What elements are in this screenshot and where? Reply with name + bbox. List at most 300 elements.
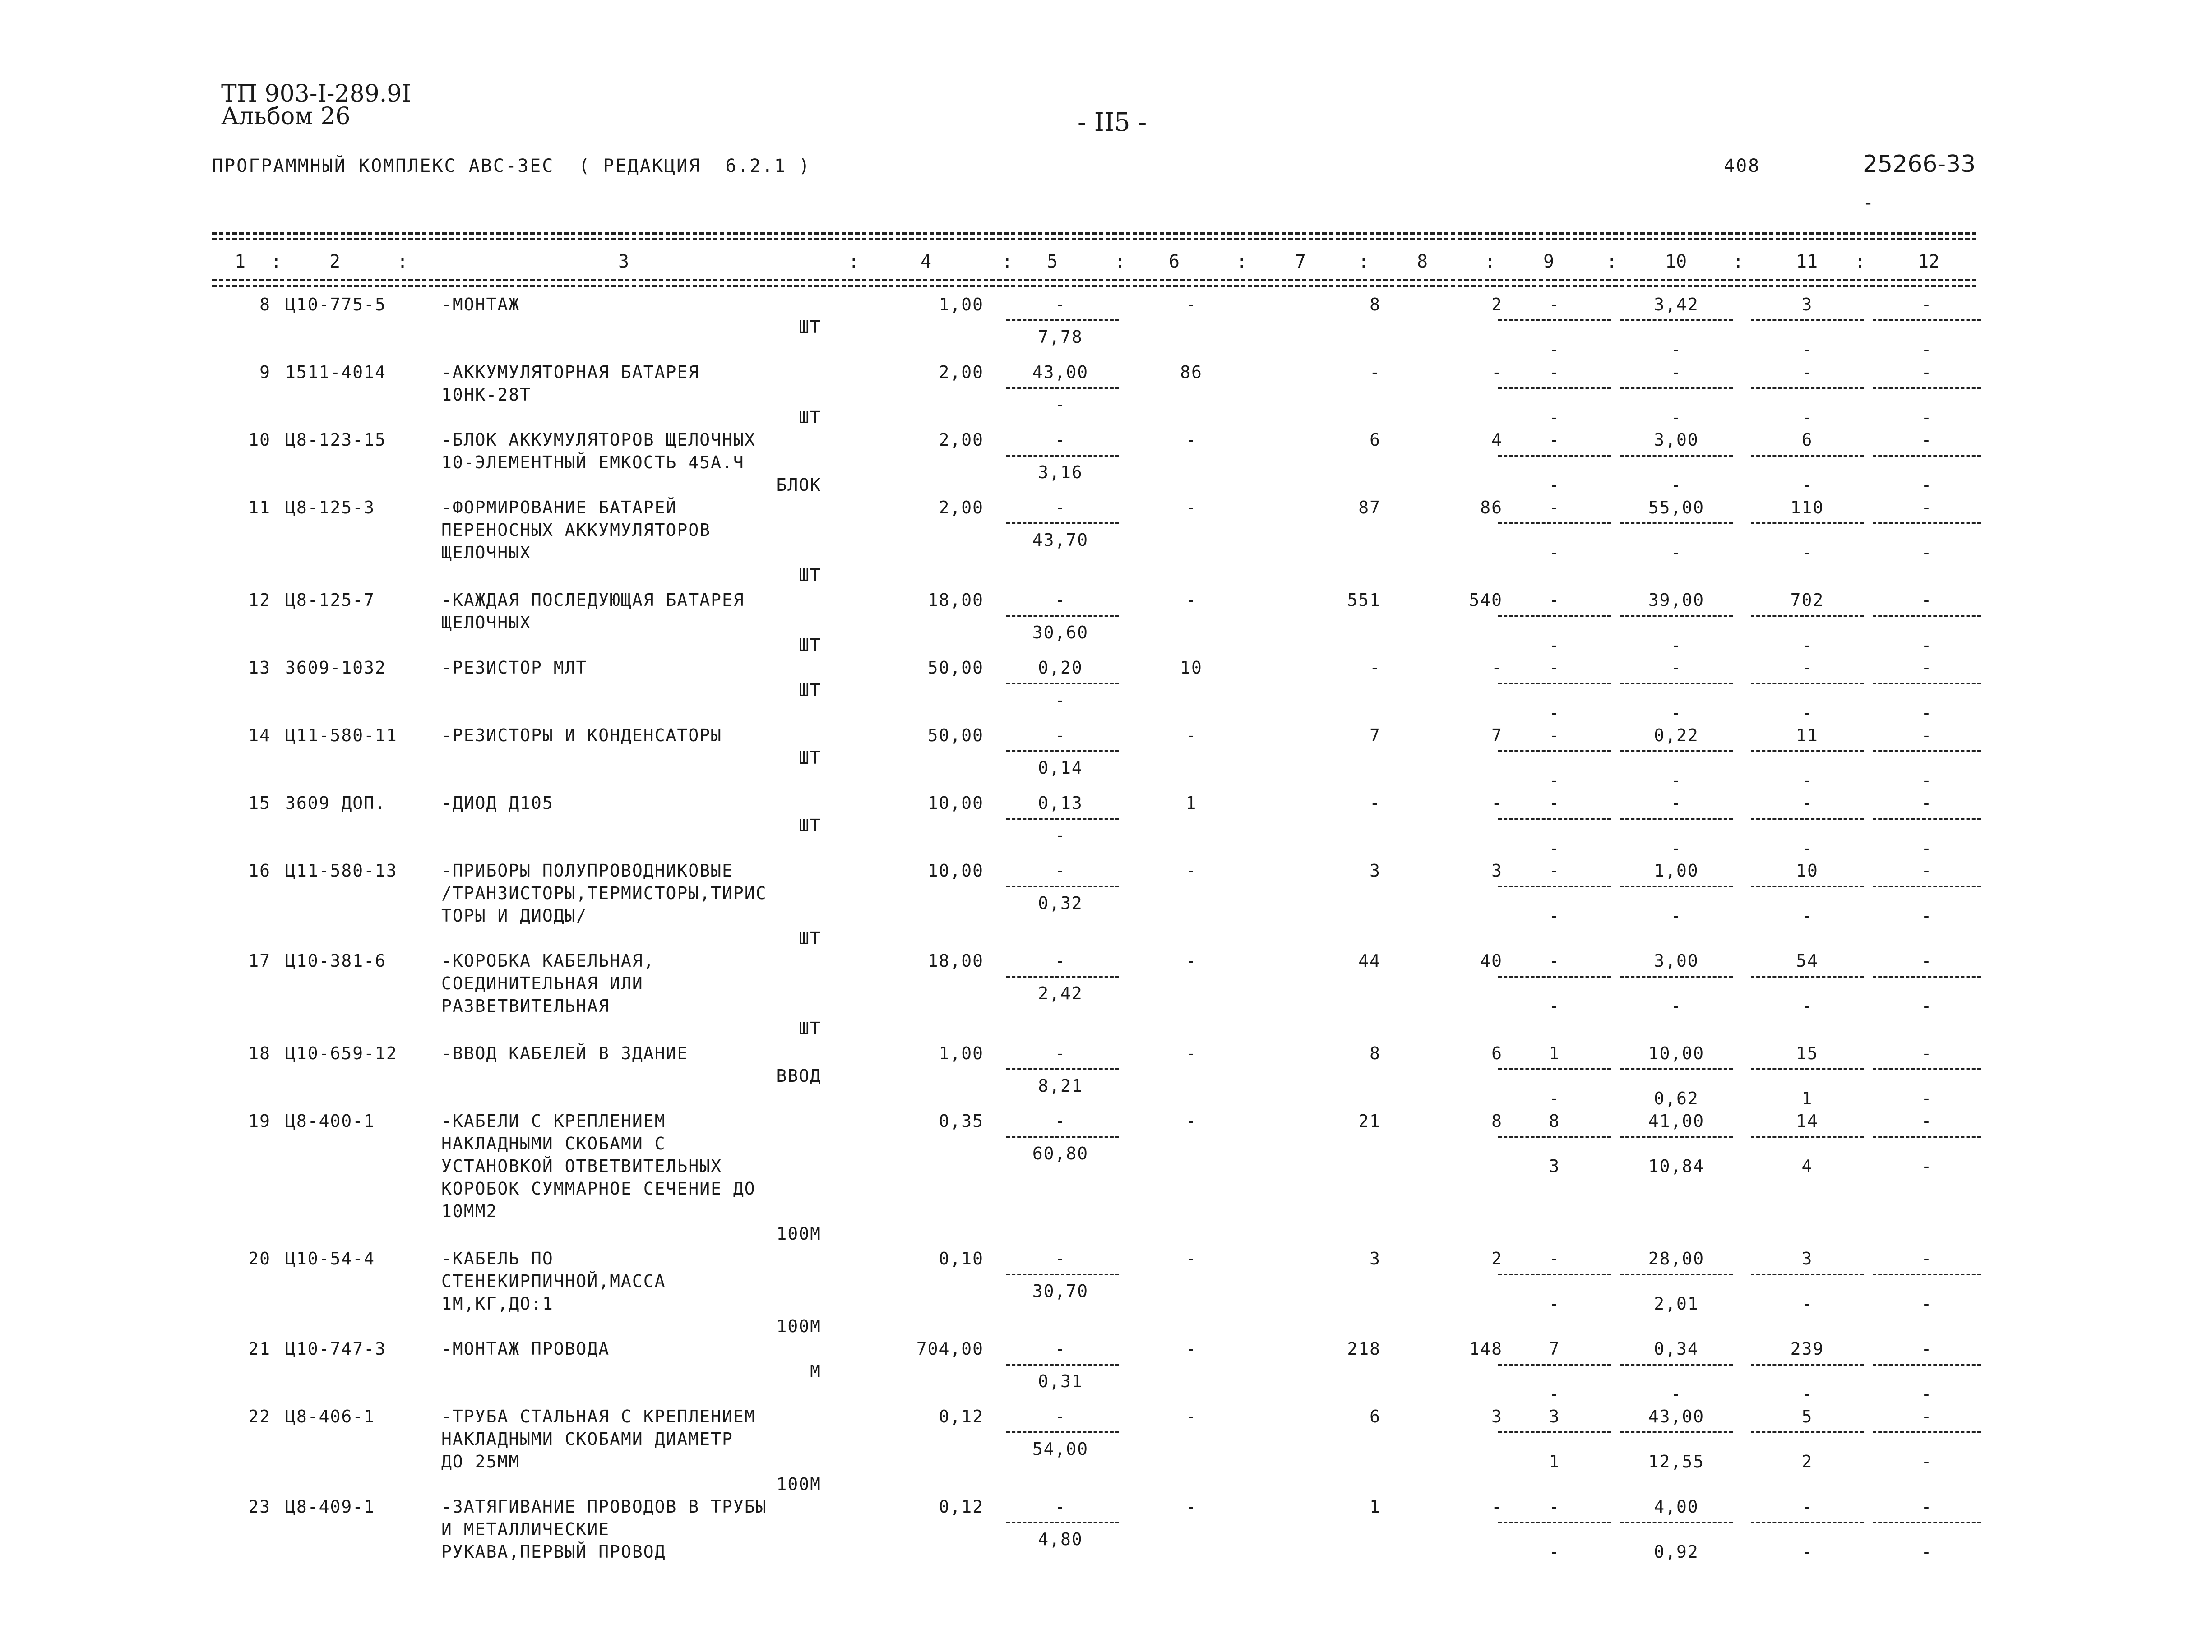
item-unit: 100М — [776, 1316, 821, 1336]
c11-bottom: - — [1801, 703, 1813, 723]
c10-bottom: - — [1671, 838, 1682, 858]
c9-bottom: - — [1549, 407, 1560, 427]
c11-divider — [1751, 319, 1864, 321]
column-number-3: 3 — [618, 251, 629, 272]
col5-bottom: - — [1055, 395, 1066, 415]
c11-bottom: - — [1801, 543, 1813, 563]
item-code: Ц8-406-1 — [285, 1407, 375, 1426]
col5-bottom: 60,80 — [1032, 1144, 1089, 1163]
c11-divider — [1751, 1068, 1864, 1070]
c9-bottom: - — [1549, 1294, 1560, 1314]
col8-value: 8 — [1491, 1111, 1503, 1131]
c9-top: - — [1549, 658, 1560, 678]
col6-value: - — [1185, 1249, 1197, 1269]
c9-bottom: - — [1549, 771, 1560, 790]
col5-divider — [1006, 1522, 1119, 1523]
table-top-border-2 — [212, 238, 1976, 240]
program-title: ПРОГРАММНЫЙ КОМПЛЕКС АВС-3ЕС ( РЕДАКЦИЯ 6.2.1 ) — [212, 156, 811, 176]
col5-bottom: 2,42 — [1038, 983, 1083, 1003]
c9-bottom: - — [1549, 543, 1560, 563]
stray-mark: - — [1863, 193, 1875, 213]
c10-top: 10,00 — [1648, 1043, 1705, 1063]
c12-top: - — [1921, 1111, 1933, 1131]
item-name-line: ДО 25ММ — [441, 1452, 520, 1472]
c10-divider — [1620, 455, 1733, 457]
c10-bottom: - — [1671, 906, 1682, 926]
col5-top: - — [1055, 725, 1066, 745]
c9-bottom: - — [1549, 906, 1560, 926]
c10-divider — [1620, 1522, 1733, 1523]
c9-divider — [1498, 1364, 1611, 1366]
c12-bottom: - — [1921, 771, 1933, 790]
c9-divider — [1498, 1431, 1611, 1433]
item-number: 13 — [248, 658, 271, 678]
col6-value: - — [1185, 1111, 1197, 1131]
col7-value: - — [1370, 362, 1381, 382]
c10-top: 3,00 — [1654, 430, 1699, 450]
c11-top: 702 — [1790, 590, 1824, 610]
c9-bottom: - — [1549, 635, 1560, 655]
col5-bottom: 3,16 — [1038, 462, 1083, 482]
col8-value: 540 — [1469, 590, 1503, 610]
item-name-line: -РЕЗИСТОР МЛТ — [441, 658, 588, 678]
c9-top: - — [1549, 1497, 1560, 1517]
c9-top: 1 — [1549, 1043, 1560, 1063]
c11-divider — [1751, 615, 1864, 617]
item-number: 9 — [259, 362, 271, 382]
c11-top: 10 — [1796, 861, 1819, 881]
table-top-border — [212, 232, 1976, 235]
c11-top: 14 — [1796, 1111, 1819, 1131]
c10-divider — [1620, 1274, 1733, 1275]
col5-top: - — [1055, 430, 1066, 450]
item-quantity: 704,00 — [916, 1339, 984, 1359]
c9-divider — [1498, 522, 1611, 524]
c12-top: - — [1921, 793, 1933, 813]
item-name-line: НАКЛАДНЫМИ СКОБАМИ С — [441, 1134, 666, 1154]
c9-divider — [1498, 319, 1611, 321]
c9-divider — [1498, 455, 1611, 457]
column-separator: : — [271, 251, 282, 272]
col5-top: - — [1055, 1407, 1066, 1426]
item-code: Ц8-409-1 — [285, 1497, 375, 1517]
c10-top: 1,00 — [1654, 861, 1699, 881]
col6-value: - — [1185, 1497, 1197, 1517]
col6-value: 1 — [1185, 793, 1197, 813]
column-number-7: 7 — [1295, 251, 1306, 272]
c11-top: 15 — [1796, 1043, 1819, 1063]
c10-bottom: - — [1671, 635, 1682, 655]
c12-bottom: - — [1921, 543, 1933, 563]
c10-top: 0,22 — [1654, 725, 1699, 745]
item-quantity: 0,12 — [939, 1497, 984, 1517]
item-number: 12 — [248, 590, 271, 610]
item-quantity: 50,00 — [927, 725, 984, 745]
c12-top: - — [1921, 1407, 1933, 1426]
col5-divider — [1006, 1136, 1119, 1138]
col5-bottom: - — [1055, 826, 1066, 845]
item-code: Ц10-54-4 — [285, 1249, 375, 1269]
c11-divider — [1751, 1274, 1864, 1275]
sheet-number: 408 — [1724, 156, 1761, 176]
item-name-line: 10ММ2 — [441, 1201, 498, 1221]
item-code: Ц11-580-13 — [285, 861, 398, 881]
c10-bottom: 2,01 — [1654, 1294, 1699, 1314]
c12-top: - — [1921, 951, 1933, 971]
col5-divider — [1006, 1364, 1119, 1366]
col5-top: - — [1055, 1043, 1066, 1063]
c9-bottom: - — [1549, 475, 1560, 495]
item-unit: ШТ — [799, 565, 821, 585]
col5-bottom: 8,21 — [1038, 1076, 1083, 1096]
item-unit: ШТ — [799, 748, 821, 768]
item-number: 16 — [248, 861, 271, 881]
item-quantity: 2,00 — [939, 362, 984, 382]
item-code: 1511-4014 — [285, 362, 386, 382]
c12-divider — [1873, 976, 1981, 978]
item-number: 14 — [248, 725, 271, 745]
c9-top: - — [1549, 430, 1560, 450]
col7-value: 7 — [1370, 725, 1381, 745]
col8-value: - — [1491, 362, 1503, 382]
c9-divider — [1498, 818, 1611, 820]
col7-value: 8 — [1370, 295, 1381, 314]
col6-value: - — [1185, 430, 1197, 450]
col7-value: 3 — [1370, 1249, 1381, 1269]
item-name-line: -ПРИБОРЫ ПОЛУПРОВОДНИКОВЫЕ — [441, 861, 733, 881]
item-name-line: -КАБЕЛЬ ПО — [441, 1249, 554, 1269]
col7-value: 551 — [1347, 590, 1381, 610]
item-unit: ШТ — [799, 1019, 821, 1038]
item-code: 3609 ДОП. — [285, 793, 386, 813]
c9-bottom: - — [1549, 1384, 1560, 1404]
c11-bottom: - — [1801, 340, 1813, 360]
c11-divider — [1751, 387, 1864, 389]
c11-top: - — [1801, 658, 1813, 678]
col8-value: 2 — [1491, 295, 1503, 314]
item-unit: БЛОК — [776, 475, 821, 495]
c9-divider — [1498, 387, 1611, 389]
c10-top: 28,00 — [1648, 1249, 1705, 1269]
col6-value: - — [1185, 295, 1197, 314]
item-name-line: -ЗАТЯГИВАНИЕ ПРОВОДОВ В ТРУБЫ — [441, 1497, 767, 1517]
c9-top: - — [1549, 861, 1560, 881]
c10-bottom: - — [1671, 543, 1682, 563]
c10-divider — [1620, 522, 1733, 524]
item-code: Ц10-659-12 — [285, 1043, 398, 1063]
col6-value: - — [1185, 725, 1197, 745]
col8-value: - — [1491, 793, 1503, 813]
column-number-5: 5 — [1047, 251, 1058, 272]
c12-bottom: - — [1921, 838, 1933, 858]
c9-bottom: - — [1549, 996, 1560, 1016]
col5-bottom: 43,70 — [1032, 530, 1089, 550]
item-quantity: 0,12 — [939, 1407, 984, 1426]
c10-top: 43,00 — [1648, 1407, 1705, 1426]
col8-value: 3 — [1491, 861, 1503, 881]
item-code: Ц8-125-3 — [285, 498, 375, 517]
c11-top: 5 — [1801, 1407, 1813, 1426]
c10-divider — [1620, 818, 1733, 820]
c11-top: 6 — [1801, 430, 1813, 450]
c11-divider — [1751, 683, 1864, 684]
column-separator: : — [1002, 251, 1013, 272]
col7-value: 6 — [1370, 1407, 1381, 1426]
item-unit: ШТ — [799, 928, 821, 948]
c10-bottom: - — [1671, 475, 1682, 495]
c9-bottom: - — [1549, 1542, 1560, 1562]
item-name-line: НАКЛАДНЫМИ СКОБАМИ ДИАМЕТР — [441, 1429, 733, 1449]
c11-divider — [1751, 1136, 1864, 1138]
col5-bottom: 30,60 — [1032, 623, 1089, 642]
col5-bottom: - — [1055, 690, 1066, 710]
c12-divider — [1873, 818, 1981, 820]
c11-top: - — [1801, 362, 1813, 382]
item-number: 15 — [248, 793, 271, 813]
item-name-line: ЩЕЛОЧНЫХ — [441, 613, 532, 632]
column-number-2: 2 — [329, 251, 341, 272]
c12-top: - — [1921, 1249, 1933, 1269]
c11-top: 54 — [1796, 951, 1819, 971]
item-unit: ВВОД — [776, 1066, 821, 1086]
c9-divider — [1498, 976, 1611, 978]
col6-value: - — [1185, 1339, 1197, 1359]
c11-top: 3 — [1801, 1249, 1813, 1269]
col5-divider — [1006, 886, 1119, 887]
c10-divider — [1620, 976, 1733, 978]
c12-top: - — [1921, 1043, 1933, 1063]
column-header-bottom-border — [212, 279, 1976, 281]
c9-top: 3 — [1549, 1407, 1560, 1426]
column-separator: : — [1606, 251, 1618, 272]
c10-divider — [1620, 615, 1733, 617]
item-name-line: -РЕЗИСТОРЫ И КОНДЕНСАТОРЫ — [441, 725, 722, 745]
item-code: Ц8-400-1 — [285, 1111, 375, 1131]
column-separator: : — [848, 251, 860, 272]
col6-value: 10 — [1180, 658, 1203, 678]
col5-top: - — [1055, 951, 1066, 971]
c11-divider — [1751, 1522, 1864, 1523]
col8-value: - — [1491, 1497, 1503, 1517]
item-name-line: ТОРЫ И ДИОДЫ/ — [441, 906, 588, 926]
item-unit: ШТ — [799, 317, 821, 337]
item-code: Ц11-580-11 — [285, 725, 398, 745]
item-name-line: КОРОБОК СУММАРНОЕ СЕЧЕНИЕ ДО — [441, 1179, 756, 1199]
col5-top: - — [1055, 1339, 1066, 1359]
col7-value: 44 — [1358, 951, 1381, 971]
col5-top: - — [1055, 295, 1066, 314]
col5-top: - — [1055, 861, 1066, 881]
column-header-bottom-border-2 — [212, 285, 1976, 287]
c10-divider — [1620, 1364, 1733, 1366]
column-separator: : — [397, 251, 408, 272]
item-number: 20 — [248, 1249, 271, 1269]
c12-bottom: - — [1921, 407, 1933, 427]
c12-top: - — [1921, 1497, 1933, 1517]
c9-divider — [1498, 1522, 1611, 1523]
column-separator: : — [1733, 251, 1744, 272]
column-number-12: 12 — [1918, 251, 1940, 272]
c11-bottom: 4 — [1801, 1156, 1813, 1176]
col6-value: - — [1185, 861, 1197, 881]
item-unit: 100М — [776, 1474, 821, 1494]
c10-top: 4,00 — [1654, 1497, 1699, 1517]
c10-bottom: 0,62 — [1654, 1089, 1699, 1108]
c12-bottom: - — [1921, 996, 1933, 1016]
item-unit: ШТ — [799, 635, 821, 655]
item-name-line: -МОНТАЖ ПРОВОДА — [441, 1339, 610, 1359]
c9-top: - — [1549, 498, 1560, 517]
c12-bottom: - — [1921, 703, 1933, 723]
col5-bottom: 54,00 — [1032, 1439, 1089, 1459]
item-code: Ц8-125-7 — [285, 590, 375, 610]
c9-divider — [1498, 1068, 1611, 1070]
c9-bottom: - — [1549, 838, 1560, 858]
c10-bottom: - — [1671, 407, 1682, 427]
c12-divider — [1873, 683, 1981, 684]
col5-bottom: 0,14 — [1038, 758, 1083, 778]
column-separator: : — [1236, 251, 1248, 272]
col7-value: - — [1370, 793, 1381, 813]
item-code: Ц10-381-6 — [285, 951, 386, 971]
item-name-line: -КАБЕЛИ С КРЕПЛЕНИЕМ — [441, 1111, 666, 1131]
item-number: 19 — [248, 1111, 271, 1131]
col7-value: 6 — [1370, 430, 1381, 450]
col5-divider — [1006, 1068, 1119, 1070]
item-quantity: 0,35 — [939, 1111, 984, 1131]
c11-bottom: - — [1801, 996, 1813, 1016]
col8-value: 6 — [1491, 1043, 1503, 1063]
c12-bottom: - — [1921, 906, 1933, 926]
item-name-line: 10-ЭЛЕМЕНТНЫЙ ЕМКОСТЬ 45А.Ч — [441, 452, 745, 472]
c9-bottom: 3 — [1549, 1156, 1560, 1176]
c10-top: 55,00 — [1648, 498, 1705, 517]
column-separator: : — [1115, 251, 1126, 272]
c12-bottom: - — [1921, 1294, 1933, 1314]
col5-divider — [1006, 683, 1119, 684]
item-code: Ц10-775-5 — [285, 295, 386, 314]
col5-divider — [1006, 1431, 1119, 1433]
c12-divider — [1873, 1431, 1981, 1433]
column-separator: : — [1358, 251, 1370, 272]
item-quantity: 50,00 — [927, 658, 984, 678]
c10-divider — [1620, 683, 1733, 684]
item-quantity: 1,00 — [939, 1043, 984, 1063]
column-number-1: 1 — [235, 251, 246, 272]
c12-divider — [1873, 1068, 1981, 1070]
c12-divider — [1873, 1274, 1981, 1275]
item-code: Ц10-747-3 — [285, 1339, 386, 1359]
c11-divider — [1751, 818, 1864, 820]
c9-top: - — [1549, 295, 1560, 314]
item-name-line: 10НК-28Т — [441, 385, 532, 405]
item-unit: ШТ — [799, 407, 821, 427]
c9-top: - — [1549, 590, 1560, 610]
c12-top: - — [1921, 295, 1933, 314]
c10-top: 39,00 — [1648, 590, 1705, 610]
c12-bottom: - — [1921, 1452, 1933, 1472]
c10-top: - — [1671, 362, 1682, 382]
col6-value: - — [1185, 951, 1197, 971]
item-number: 11 — [248, 498, 271, 517]
item-unit: М — [810, 1361, 821, 1381]
c11-bottom: - — [1801, 771, 1813, 790]
item-name-line: -ВВОД КАБЕЛЕЙ В ЗДАНИЕ — [441, 1043, 689, 1063]
c12-divider — [1873, 387, 1981, 389]
c9-top: - — [1549, 793, 1560, 813]
item-name-line: И МЕТАЛЛИЧЕСКИЕ — [441, 1519, 610, 1539]
item-name-line: СТЕНЕКИРПИЧНОЙ,МАССА — [441, 1271, 666, 1291]
c11-top: - — [1801, 793, 1813, 813]
c12-divider — [1873, 455, 1981, 457]
c12-divider — [1873, 615, 1981, 617]
item-name-line: -КАЖДАЯ ПОСЛЕДУЮЩАЯ БАТАРЕЯ — [441, 590, 745, 610]
c11-top: 11 — [1796, 725, 1819, 745]
c10-divider — [1620, 1068, 1733, 1070]
col5-top: - — [1055, 1111, 1066, 1131]
c10-divider — [1620, 1136, 1733, 1138]
item-quantity: 18,00 — [927, 951, 984, 971]
item-name-line: РАЗВЕТВИТЕЛЬНАЯ — [441, 996, 610, 1016]
c10-top: - — [1671, 658, 1682, 678]
col5-top: 0,20 — [1038, 658, 1083, 678]
column-number-11: 11 — [1796, 251, 1818, 272]
c12-divider — [1873, 319, 1981, 321]
item-quantity: 10,00 — [927, 861, 984, 881]
item-name-line: -ТРУБА СТАЛЬНАЯ С КРЕПЛЕНИЕМ — [441, 1407, 756, 1426]
col5-divider — [1006, 522, 1119, 524]
c11-bottom: - — [1801, 906, 1813, 926]
item-name-line: -КОРОБКА КАБЕЛЬНАЯ, — [441, 951, 655, 971]
item-quantity: 10,00 — [927, 793, 984, 813]
c12-divider — [1873, 1522, 1981, 1523]
column-number-8: 8 — [1417, 251, 1428, 272]
item-number: 8 — [259, 295, 271, 314]
col5-top: 0,13 — [1038, 793, 1083, 813]
c12-top: - — [1921, 498, 1933, 517]
c9-divider — [1498, 750, 1611, 752]
c12-divider — [1873, 750, 1981, 752]
item-number: 10 — [248, 430, 271, 450]
item-name-line: ЩЕЛОЧНЫХ — [441, 543, 532, 563]
c12-top: - — [1921, 362, 1933, 382]
c9-bottom: - — [1549, 1089, 1560, 1108]
column-separator: : — [1485, 251, 1496, 272]
c12-divider — [1873, 1364, 1981, 1366]
col6-value: - — [1185, 498, 1197, 517]
col8-value: 3 — [1491, 1407, 1503, 1426]
col6-value: - — [1185, 590, 1197, 610]
c10-divider — [1620, 886, 1733, 887]
col5-divider — [1006, 387, 1119, 389]
item-unit: ШТ — [799, 680, 821, 700]
column-number-9: 9 — [1543, 251, 1555, 272]
c9-top: 7 — [1549, 1339, 1560, 1359]
c11-divider — [1751, 455, 1864, 457]
col5-divider — [1006, 1274, 1119, 1275]
col8-value: 148 — [1469, 1339, 1503, 1359]
c9-divider — [1498, 886, 1611, 887]
column-separator: : — [1855, 251, 1866, 272]
inventory-number: 25266-33 — [1863, 151, 1976, 178]
c12-bottom: - — [1921, 1089, 1933, 1108]
item-name-line: -МОНТАЖ — [441, 295, 520, 314]
col6-value: 86 — [1180, 362, 1203, 382]
c9-divider — [1498, 1136, 1611, 1138]
col8-value: 4 — [1491, 430, 1503, 450]
col5-top: - — [1055, 590, 1066, 610]
col7-value: 1 — [1370, 1497, 1381, 1517]
